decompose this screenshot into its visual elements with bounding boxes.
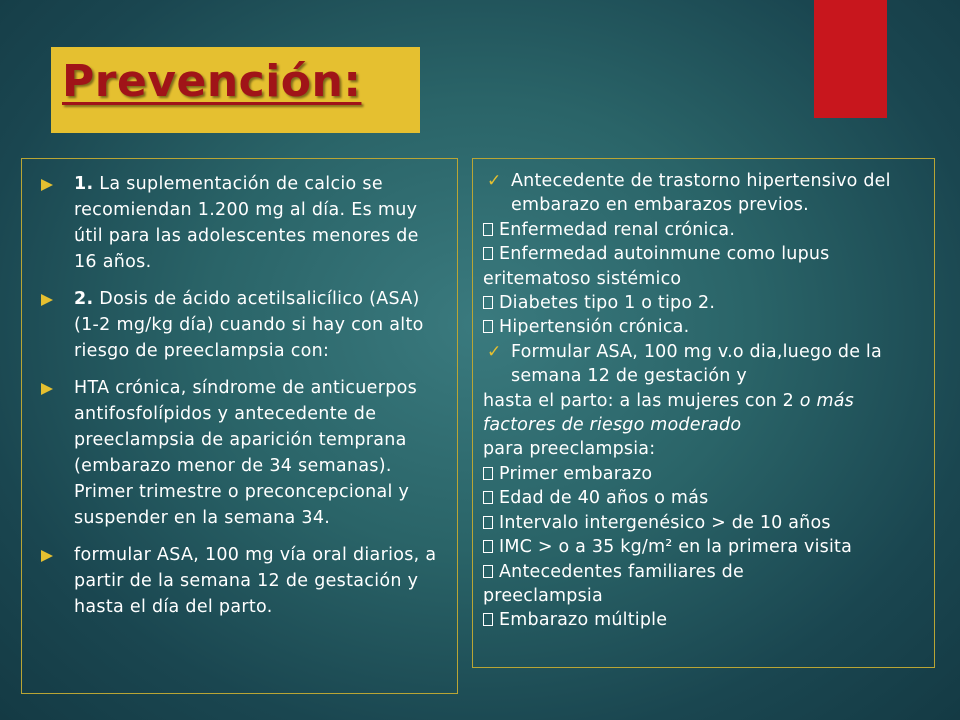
paragraph-text: hasta el parto: a las mujeres con 2 bbox=[483, 390, 800, 411]
red-accent-bar bbox=[814, 0, 887, 118]
risk-factor-list bbox=[483, 169, 929, 633]
list-item-continuation: eritematoso sistémico bbox=[483, 268, 682, 289]
list-item-text: Hipertensión crónica. bbox=[499, 317, 690, 338]
paragraph-line bbox=[483, 389, 929, 413]
list-item bbox=[483, 462, 929, 486]
list-item bbox=[483, 511, 929, 535]
list-item-text: Enfermedad autoinmune como lupus bbox=[499, 244, 830, 265]
list-item-text: Antecedentes familiares de bbox=[499, 561, 744, 582]
arrow-bullet-icon bbox=[41, 550, 53, 562]
check-item-text: Formular ASA, 100 mg v.o dia,luego de la semana 12 de gestación y bbox=[511, 341, 882, 387]
list-item-text: Enfermedad renal crónica. bbox=[499, 219, 736, 240]
item-number: 2. bbox=[74, 289, 94, 309]
list-item bbox=[483, 486, 929, 510]
list-item-text: Embarazo múltiple bbox=[499, 610, 668, 631]
item-number: 1. bbox=[74, 174, 94, 194]
list-item bbox=[483, 315, 929, 339]
checkmark-icon: ✓ bbox=[487, 341, 502, 362]
item-text: formular ASA, 100 mg vía oral diarios, a partir de la semana 12 de gestación y hasta el día del parto. bbox=[74, 545, 437, 617]
item-text: Dosis de ácido acetilsalicílico (ASA) (1-2 mg/kg día) cuando si hay con alto riesgo de preeclampsia con: bbox=[74, 289, 424, 361]
check-item-text: Antecedente de trastorno hipertensivo del embarazo en embarazos previos. bbox=[511, 171, 891, 216]
list-item-continuation: preeclampsia bbox=[483, 585, 603, 606]
left-bullet-list bbox=[34, 171, 444, 631]
paragraph-italic-line: factores de riesgo moderado bbox=[483, 415, 742, 436]
left-panel bbox=[21, 158, 458, 694]
list-item-text: Edad de 40 años o más bbox=[499, 488, 709, 509]
square-bullet-icon bbox=[483, 491, 493, 504]
square-bullet-icon bbox=[483, 565, 493, 578]
arrow-bullet-icon bbox=[41, 383, 53, 395]
square-bullet-icon bbox=[483, 467, 493, 480]
square-bullet-icon bbox=[483, 320, 493, 333]
list-item bbox=[483, 608, 929, 632]
list-item bbox=[483, 218, 929, 242]
list-item bbox=[34, 286, 444, 364]
list-item-text: Intervalo intergenésico > de 10 años bbox=[499, 512, 831, 533]
paragraph-italic-text: o más bbox=[799, 390, 854, 411]
square-bullet-icon bbox=[483, 516, 493, 529]
check-item bbox=[483, 169, 929, 218]
check-item bbox=[483, 340, 929, 389]
item-text: La suplementación de calcio se recomiendan 1.200 mg al día. Es muy útil para las adolescentes menores de 16 años. bbox=[74, 174, 419, 272]
square-bullet-icon bbox=[483, 613, 493, 626]
list-item bbox=[483, 291, 929, 315]
list-item-text: Diabetes tipo 1 o tipo 2. bbox=[499, 293, 716, 314]
list-item bbox=[34, 375, 444, 531]
list-item bbox=[34, 542, 444, 620]
arrow-bullet-icon bbox=[41, 179, 53, 191]
list-item bbox=[483, 242, 929, 266]
list-item-text: Primer embarazo bbox=[499, 463, 653, 484]
list-item bbox=[483, 560, 929, 584]
item-text: HTA crónica, síndrome de anticuerpos antifosfolípidos y antecedente de preeclampsia de aparición temprana (embarazo menor de 34 semanas). Primer trimestre o preconcepcional y suspender en la semana 34. bbox=[74, 378, 418, 528]
square-bullet-icon bbox=[483, 247, 493, 260]
right-panel bbox=[472, 158, 935, 668]
paragraph-line: para preeclampsia: bbox=[483, 439, 656, 460]
list-item bbox=[34, 171, 444, 275]
arrow-bullet-icon bbox=[41, 294, 53, 306]
list-item-text: IMC > o a 35 kg/m² en la primera visita bbox=[499, 537, 853, 558]
square-bullet-icon bbox=[483, 223, 493, 236]
square-bullet-icon bbox=[483, 296, 493, 309]
slide-title: Prevención: bbox=[62, 56, 362, 107]
square-bullet-icon bbox=[483, 540, 493, 553]
checkmark-icon: ✓ bbox=[487, 171, 502, 191]
list-item bbox=[483, 535, 929, 559]
